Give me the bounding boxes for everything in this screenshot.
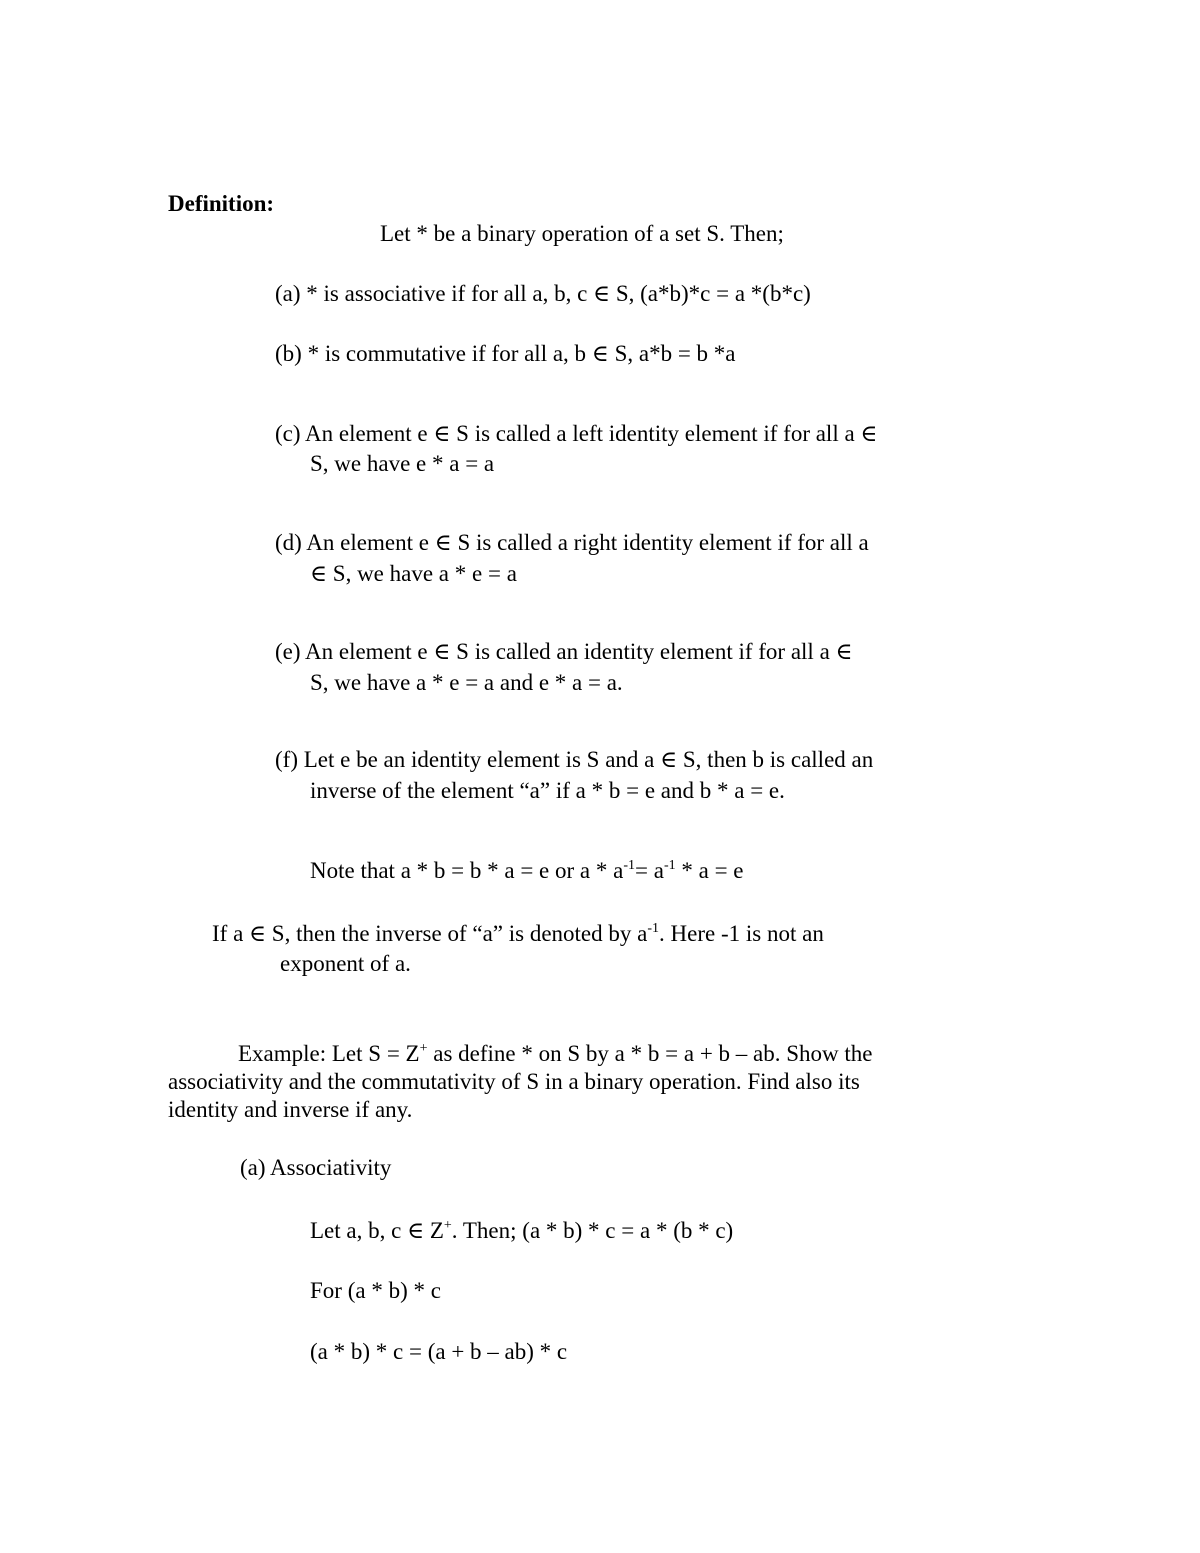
associativity-line2: For (a * b) * c [310,1278,441,1303]
definition-item-e-line2: S, we have a * e = a and e * a = a. [310,670,623,695]
example-line1 [238,1040,873,1068]
definition-item-d-line2: ∈ S, we have a * e = a [310,561,517,586]
example-line3: identity and inverse if any. [168,1097,413,1122]
note-text-1: Note that a * b = b * a = e or a * a [310,858,624,883]
definition-item-c-line1: (c) An element e ∈ S is called a left identity element if for all a ∈ [275,421,878,446]
note-text-3: * a = e [675,858,744,883]
inverse-note-line [310,857,744,885]
associativity-line3: (a * b) * c = (a + b – ab) * c [310,1339,568,1364]
example-superscript: + [419,1041,428,1056]
inverse-definition-line2: exponent of a. [280,951,411,976]
definition-item-f-line1: (f) Let e be an identity element is S and a ∈ S, then b is called an [275,747,874,772]
example-text-2: as define * on S by a * b = a + b – ab. Show the [427,1041,873,1066]
definition-item-a: (a) * is associative if for all a, b, c ∈ S, (a*b)*c = a *(b*c) [275,281,811,306]
definition-item-f-line2: inverse of the element “a” if a * b = e and b * a = e. [310,778,785,803]
definition-item-c-line2: S, we have e * a = a [310,451,495,476]
definition-heading: Definition: [168,191,275,216]
inverse-text-2: . Here -1 is not an [659,921,824,946]
associativity-line1 [310,1217,733,1245]
example-text-1: Example: Let S = Z [238,1041,420,1066]
example-line2: associativity and the commutativity of S in a binary operation. Find also its [168,1069,860,1094]
inverse-definition-line1 [212,920,824,948]
note-text-2: = a [635,858,664,883]
inverse-text-1: If a ∈ S, then the inverse of “a” is denoted by a [212,921,648,946]
definition-intro: Let * be a binary operation of a set S. Then; [380,221,784,246]
assoc-text-2: . Then; (a * b) * c = a * (b * c) [451,1218,734,1243]
assoc-text-1: Let a, b, c ∈ Z [310,1218,444,1243]
note-superscript-1: -1 [623,858,636,873]
definition-item-e-line1: (e) An element e ∈ S is called an identity element if for all a ∈ [275,639,853,664]
inverse-superscript: -1 [647,921,660,936]
definition-item-d-line1: (d) An element e ∈ S is called a right identity element if for all a [275,530,869,555]
note-superscript-2: -1 [663,858,676,873]
definition-item-b: (b) * is commutative if for all a, b ∈ S, a*b = b *a [275,341,736,366]
associativity-heading: (a) Associativity [240,1155,392,1180]
assoc-superscript: + [443,1218,452,1233]
